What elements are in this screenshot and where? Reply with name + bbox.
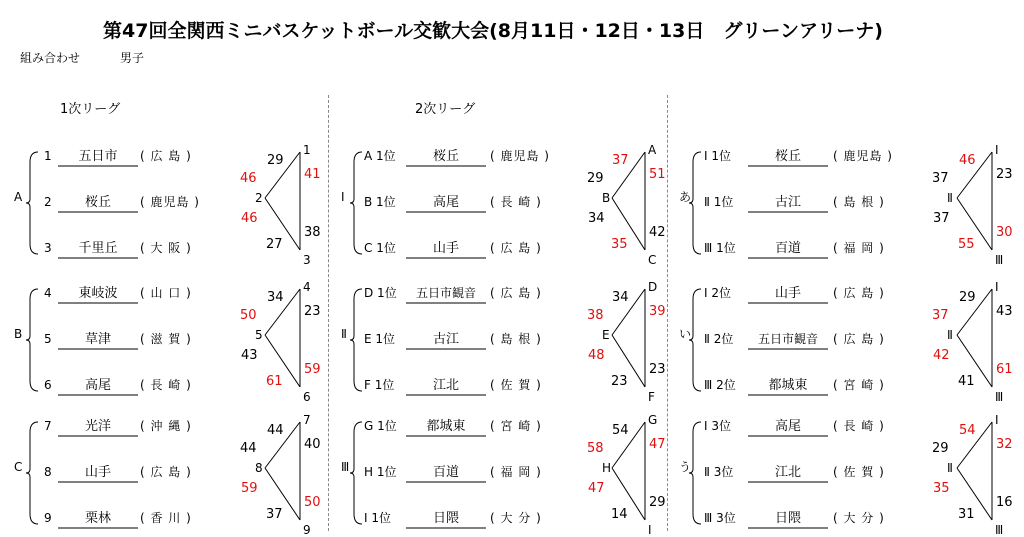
team-name: 江北 bbox=[774, 465, 801, 480]
score: 47 bbox=[649, 437, 666, 452]
vertex-left: E bbox=[602, 328, 610, 342]
score: 59 bbox=[241, 481, 258, 496]
group-brace bbox=[26, 152, 38, 254]
score: 37 bbox=[266, 507, 283, 522]
team-prefecture: ( 佐 賀 ) bbox=[490, 378, 542, 392]
score: 40 bbox=[304, 437, 321, 452]
score: 32 bbox=[996, 437, 1013, 452]
team-name: 東岐波 bbox=[78, 286, 118, 301]
group-label: う bbox=[679, 460, 692, 474]
vertex-top: A bbox=[648, 143, 657, 157]
vertex-left: 8 bbox=[255, 461, 263, 475]
team-name: 百道 bbox=[774, 241, 801, 256]
team-seed: 6 bbox=[44, 378, 52, 392]
team-seed: I 1位 bbox=[364, 511, 391, 525]
score: 27 bbox=[266, 237, 283, 252]
vertex-top: 4 bbox=[303, 280, 311, 294]
team-seed: Ⅲ 2位 bbox=[704, 378, 736, 392]
team-prefecture: ( 香 川 ) bbox=[140, 511, 192, 525]
score: 23 bbox=[304, 304, 321, 319]
vertex-top: 1 bbox=[303, 143, 311, 157]
score: 14 bbox=[611, 507, 628, 522]
team-prefecture: ( 鹿児島 ) bbox=[140, 195, 200, 209]
team-seed: 9 bbox=[44, 511, 52, 525]
score: 42 bbox=[933, 348, 950, 363]
team-prefecture: ( 沖 縄 ) bbox=[140, 419, 192, 433]
team-seed: 1 bbox=[44, 149, 52, 163]
score: 37 bbox=[933, 211, 950, 226]
team-seed: 2 bbox=[44, 195, 52, 209]
team-seed: H 1位 bbox=[364, 465, 397, 479]
team-prefecture: ( 滋 賀 ) bbox=[140, 332, 192, 346]
team-name: 古江 bbox=[432, 332, 459, 347]
vertex-bottom: 3 bbox=[303, 253, 311, 267]
team-seed: 3 bbox=[44, 241, 52, 255]
team-seed: Ⅰ 2位 bbox=[704, 286, 731, 300]
team-name: 草津 bbox=[84, 332, 111, 347]
score: 38 bbox=[304, 225, 321, 240]
team-name: 江北 bbox=[432, 378, 459, 393]
score: 37 bbox=[932, 171, 949, 186]
team-name: 高尾 bbox=[84, 378, 111, 393]
team-prefecture: ( 鹿児島 ) bbox=[490, 149, 550, 163]
group-brace bbox=[350, 422, 362, 524]
team-prefecture: ( 佐 賀 ) bbox=[833, 465, 885, 479]
team-name: 都城東 bbox=[768, 378, 808, 393]
team-name: 山手 bbox=[432, 241, 459, 256]
group-label: C bbox=[14, 460, 23, 474]
team-seed: Ⅱ 2位 bbox=[704, 332, 734, 346]
score: 61 bbox=[996, 362, 1013, 377]
subtitle-label: 組み合わせ bbox=[20, 51, 81, 65]
vertex-left: 2 bbox=[255, 191, 263, 205]
team-seed: E 1位 bbox=[364, 332, 396, 346]
team-prefecture: ( 宮 崎 ) bbox=[833, 378, 885, 392]
page-title: 第47回全関西ミニバスケットボール交歓大会(8月11日・12日・13日 グリーンアリーナ) bbox=[103, 20, 883, 42]
score: 39 bbox=[649, 304, 666, 319]
section-second-league: 2次リーグ bbox=[415, 102, 476, 117]
team-name: 都城東 bbox=[426, 419, 466, 434]
score: 29 bbox=[267, 153, 284, 168]
score: 47 bbox=[588, 481, 605, 496]
score: 48 bbox=[588, 348, 605, 363]
vertex-left: Ⅱ bbox=[947, 191, 953, 205]
score: 38 bbox=[587, 308, 604, 323]
team-name: 五日市 bbox=[78, 149, 118, 164]
team-prefecture: ( 福 岡 ) bbox=[490, 465, 542, 479]
team-prefecture: ( 大 阪 ) bbox=[140, 241, 192, 255]
group-label: あ bbox=[679, 190, 692, 204]
score: 29 bbox=[932, 441, 949, 456]
team-seed: Ⅱ 1位 bbox=[704, 195, 734, 209]
subtitle-gender: 男子 bbox=[120, 51, 145, 65]
score: 51 bbox=[649, 167, 666, 182]
group-label: Ⅰ bbox=[341, 190, 345, 204]
group-label: い bbox=[679, 327, 692, 341]
vertex-left: Ⅱ bbox=[947, 328, 953, 342]
group-label: Ⅲ bbox=[341, 460, 350, 474]
section-first-league: 1次リーグ bbox=[60, 102, 121, 117]
team-name: 高尾 bbox=[774, 419, 801, 434]
team-name: 日隈 bbox=[774, 511, 801, 526]
team-seed: Ⅰ 3位 bbox=[704, 419, 731, 433]
vertex-bottom: Ⅲ bbox=[995, 523, 1004, 537]
team-prefecture: ( 宮 崎 ) bbox=[490, 419, 542, 433]
team-seed: B 1位 bbox=[364, 195, 396, 209]
score: 29 bbox=[587, 171, 604, 186]
team-name: 古江 bbox=[774, 195, 801, 210]
score: 37 bbox=[612, 153, 629, 168]
team-name: 高尾 bbox=[432, 195, 459, 210]
team-seed: Ⅲ 1位 bbox=[704, 241, 736, 255]
team-name: 百道 bbox=[432, 465, 459, 480]
vertex-top: Ⅰ bbox=[995, 143, 999, 157]
score: 50 bbox=[304, 495, 321, 510]
team-seed: A 1位 bbox=[364, 149, 396, 163]
team-name: 千里丘 bbox=[78, 241, 118, 256]
score: 23 bbox=[996, 167, 1013, 182]
score: 29 bbox=[959, 290, 976, 305]
score: 46 bbox=[240, 171, 257, 186]
team-seed: C 1位 bbox=[364, 241, 396, 255]
score: 58 bbox=[587, 441, 604, 456]
score: 16 bbox=[996, 495, 1013, 510]
team-prefecture: ( 長 崎 ) bbox=[140, 378, 192, 392]
team-prefecture: ( 広 島 ) bbox=[833, 286, 885, 300]
team-prefecture: ( 島 根 ) bbox=[490, 332, 542, 346]
team-prefecture: ( 広 島 ) bbox=[140, 149, 192, 163]
score: 46 bbox=[959, 153, 976, 168]
score: 44 bbox=[267, 423, 284, 438]
score: 42 bbox=[649, 225, 666, 240]
team-seed: G 1位 bbox=[364, 419, 397, 433]
team-prefecture: ( 広 島 ) bbox=[833, 332, 885, 346]
team-name: 日隈 bbox=[432, 511, 459, 526]
score: 50 bbox=[240, 308, 257, 323]
team-prefecture: ( 山 口 ) bbox=[140, 286, 192, 300]
team-name: 山手 bbox=[774, 286, 801, 301]
score: 35 bbox=[933, 481, 950, 496]
team-name: 桜丘 bbox=[84, 195, 111, 210]
vertex-bottom: Ⅲ bbox=[995, 253, 1004, 267]
vertex-left: 5 bbox=[255, 328, 263, 342]
team-prefecture: ( 広 島 ) bbox=[490, 286, 542, 300]
group-label: Ⅱ bbox=[341, 327, 347, 341]
vertex-left: Ⅱ bbox=[947, 461, 953, 475]
team-prefecture: ( 広 島 ) bbox=[490, 241, 542, 255]
group-brace bbox=[26, 422, 38, 524]
vertex-top: Ⅰ bbox=[995, 280, 999, 294]
score: 43 bbox=[241, 348, 258, 363]
score: 46 bbox=[241, 211, 258, 226]
vertex-bottom: 9 bbox=[303, 523, 311, 537]
team-seed: Ⅲ 3位 bbox=[704, 511, 736, 525]
vertex-top: 7 bbox=[303, 413, 311, 427]
team-seed: 7 bbox=[44, 419, 52, 433]
group-brace bbox=[350, 289, 362, 391]
team-prefecture: ( 長 崎 ) bbox=[490, 195, 542, 209]
group-brace bbox=[350, 152, 362, 254]
score: 34 bbox=[267, 290, 284, 305]
score: 23 bbox=[649, 362, 666, 377]
team-seed: 5 bbox=[44, 332, 52, 346]
vertex-left: B bbox=[602, 191, 611, 205]
score: 31 bbox=[958, 507, 975, 522]
vertex-bottom: Ⅲ bbox=[995, 390, 1004, 404]
group-brace bbox=[26, 289, 38, 391]
score: 37 bbox=[932, 308, 949, 323]
team-name: 桜丘 bbox=[774, 149, 801, 164]
team-seed: 8 bbox=[44, 465, 52, 479]
score: 59 bbox=[304, 362, 321, 377]
vertex-left: H bbox=[602, 461, 612, 475]
vertex-bottom: I bbox=[648, 523, 652, 537]
group-label: A bbox=[14, 190, 23, 204]
score: 23 bbox=[611, 374, 628, 389]
score: 35 bbox=[611, 237, 628, 252]
team-seed: 4 bbox=[44, 286, 52, 300]
team-name: 光洋 bbox=[84, 419, 111, 434]
vertex-bottom: C bbox=[648, 253, 657, 267]
score: 30 bbox=[996, 225, 1013, 240]
team-name: 山手 bbox=[84, 465, 111, 480]
vertex-top: G bbox=[648, 413, 658, 427]
team-prefecture: ( 長 崎 ) bbox=[833, 419, 885, 433]
team-prefecture: ( 広 島 ) bbox=[140, 465, 192, 479]
team-prefecture: ( 福 岡 ) bbox=[833, 241, 885, 255]
team-name: 五日市観音 bbox=[757, 332, 818, 346]
score: 61 bbox=[266, 374, 283, 389]
score: 43 bbox=[996, 304, 1013, 319]
score: 54 bbox=[959, 423, 976, 438]
team-name: 栗林 bbox=[84, 511, 111, 526]
score: 55 bbox=[958, 237, 975, 252]
team-name: 五日市観音 bbox=[415, 286, 476, 300]
team-prefecture: ( 島 根 ) bbox=[833, 195, 885, 209]
score: 41 bbox=[304, 167, 321, 182]
team-seed: F 1位 bbox=[364, 378, 395, 392]
vertex-bottom: F bbox=[648, 390, 655, 404]
score: 54 bbox=[612, 423, 629, 438]
team-prefecture: ( 大 分 ) bbox=[833, 511, 885, 525]
score: 41 bbox=[958, 374, 975, 389]
vertex-bottom: 6 bbox=[303, 390, 311, 404]
group-label: B bbox=[14, 327, 23, 341]
score: 34 bbox=[612, 290, 629, 305]
team-seed: D 1位 bbox=[364, 286, 397, 300]
score: 44 bbox=[240, 441, 257, 456]
vertex-top: D bbox=[648, 280, 658, 294]
team-seed: Ⅱ 3位 bbox=[704, 465, 734, 479]
team-prefecture: ( 大 分 ) bbox=[490, 511, 542, 525]
score: 34 bbox=[588, 211, 605, 226]
team-seed: Ⅰ 1位 bbox=[704, 149, 731, 163]
vertex-top: Ⅰ bbox=[995, 413, 999, 427]
team-name: 桜丘 bbox=[432, 149, 459, 164]
score: 29 bbox=[649, 495, 666, 510]
team-prefecture: ( 鹿児島 ) bbox=[833, 149, 893, 163]
